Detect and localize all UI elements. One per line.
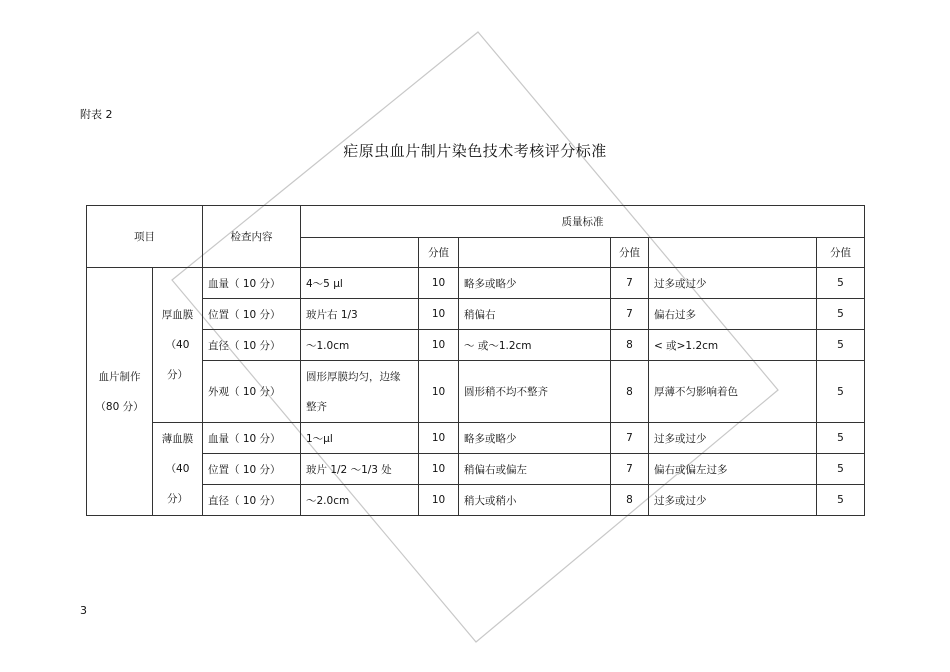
criteria-low: 过多或过少 <box>649 485 817 516</box>
group-label-line: 分） <box>167 369 188 381</box>
header-project: 项目 <box>87 206 203 268</box>
item-cell: 直径（ 10 分） <box>203 485 301 516</box>
table-row <box>87 485 865 516</box>
criteria-mid: 略多或略少 <box>459 423 611 454</box>
subheader-blank <box>301 238 419 268</box>
group-label-line: （40 <box>165 463 190 475</box>
subheader-score-3: 分值 <box>817 238 865 268</box>
criteria-low: 偏右过多 <box>649 299 817 330</box>
criteria-mid: 圆形稍不均不整齐 <box>459 361 611 423</box>
group-label-thick <box>153 268 203 423</box>
item-cell: 位置（ 10 分） <box>203 454 301 485</box>
score-best: 10 <box>419 485 459 516</box>
table-row <box>87 268 865 299</box>
score-low: 5 <box>817 361 865 423</box>
criteria-best: ～1.0cm <box>301 330 419 361</box>
criteria-low: 过多或过少 <box>649 268 817 299</box>
table-row <box>87 299 865 330</box>
score-best: 10 <box>419 361 459 423</box>
table-row <box>87 330 865 361</box>
criteria-low: 厚薄不匀影响着色 <box>649 361 817 423</box>
subheader-blank <box>649 238 817 268</box>
score-best: 10 <box>419 454 459 485</box>
header-quality-standard: 质量标准 <box>301 206 865 238</box>
criteria-best: 玻片右 1/3 <box>301 299 419 330</box>
scoring-table <box>86 205 865 516</box>
criteria-best-multiline <box>301 361 419 423</box>
group-label-line: （40 <box>165 339 190 351</box>
criteria-mid: 稍偏右 <box>459 299 611 330</box>
score-low: 5 <box>817 423 865 454</box>
group-label-line: 薄血膜 <box>161 433 194 445</box>
score-low: 5 <box>817 454 865 485</box>
score-mid: 8 <box>611 485 649 516</box>
page-title: 疟原虫血片制片染色技术考核评分标准 <box>343 142 607 160</box>
score-best: 10 <box>419 299 459 330</box>
main-category-line1: 血片制作 <box>98 370 141 383</box>
header-row <box>87 206 865 238</box>
subheader-score-1: 分值 <box>419 238 459 268</box>
criteria-best: ～2.0cm <box>301 485 419 516</box>
score-low: 5 <box>817 485 865 516</box>
criteria-best: 1～μl <box>301 423 419 454</box>
criteria-mid: ～ 或～1.2cm <box>459 330 611 361</box>
score-mid: 7 <box>611 423 649 454</box>
criteria-mid: 略多或略少 <box>459 268 611 299</box>
criteria-line: 整齐 <box>306 400 327 413</box>
criteria-mid: 稍大或稍小 <box>459 485 611 516</box>
main-category-cell <box>87 268 153 516</box>
criteria-low: < 或>1.2cm <box>649 330 817 361</box>
group-label-line: 分） <box>167 493 188 505</box>
criteria-low: 过多或过少 <box>649 423 817 454</box>
table-row <box>87 361 865 423</box>
score-best: 10 <box>419 330 459 361</box>
score-mid: 8 <box>611 361 649 423</box>
group-label-line: 厚血膜 <box>161 309 194 321</box>
subheader-blank <box>459 238 611 268</box>
item-cell: 血量（ 10 分） <box>203 268 301 299</box>
criteria-line: 圆形厚膜均匀，边缘 <box>306 370 401 383</box>
criteria-mid: 稍偏右或偏左 <box>459 454 611 485</box>
item-cell: 血量（ 10 分） <box>203 423 301 454</box>
page-number: 3 <box>80 604 87 617</box>
score-mid: 7 <box>611 268 649 299</box>
criteria-low: 偏右或偏左过多 <box>649 454 817 485</box>
table-row <box>87 423 865 454</box>
appendix-label: 附表 2 <box>80 108 113 121</box>
header-check-content: 检查内容 <box>203 206 301 268</box>
score-mid: 7 <box>611 454 649 485</box>
group-label-thin <box>153 423 203 516</box>
score-mid: 8 <box>611 330 649 361</box>
criteria-best: 玻片 1/2 ～1/3 处 <box>301 454 419 485</box>
item-cell: 外观（ 10 分） <box>203 361 301 423</box>
main-category-line2: （80 分） <box>95 400 144 413</box>
subheader-score-2: 分值 <box>611 238 649 268</box>
score-best: 10 <box>419 423 459 454</box>
table-row <box>87 454 865 485</box>
score-mid: 7 <box>611 299 649 330</box>
score-low: 5 <box>817 299 865 330</box>
item-cell: 位置（ 10 分） <box>203 299 301 330</box>
item-cell: 直径（ 10 分） <box>203 330 301 361</box>
score-best: 10 <box>419 268 459 299</box>
score-low: 5 <box>817 268 865 299</box>
criteria-best: 4～5 μl <box>301 268 419 299</box>
score-low: 5 <box>817 330 865 361</box>
